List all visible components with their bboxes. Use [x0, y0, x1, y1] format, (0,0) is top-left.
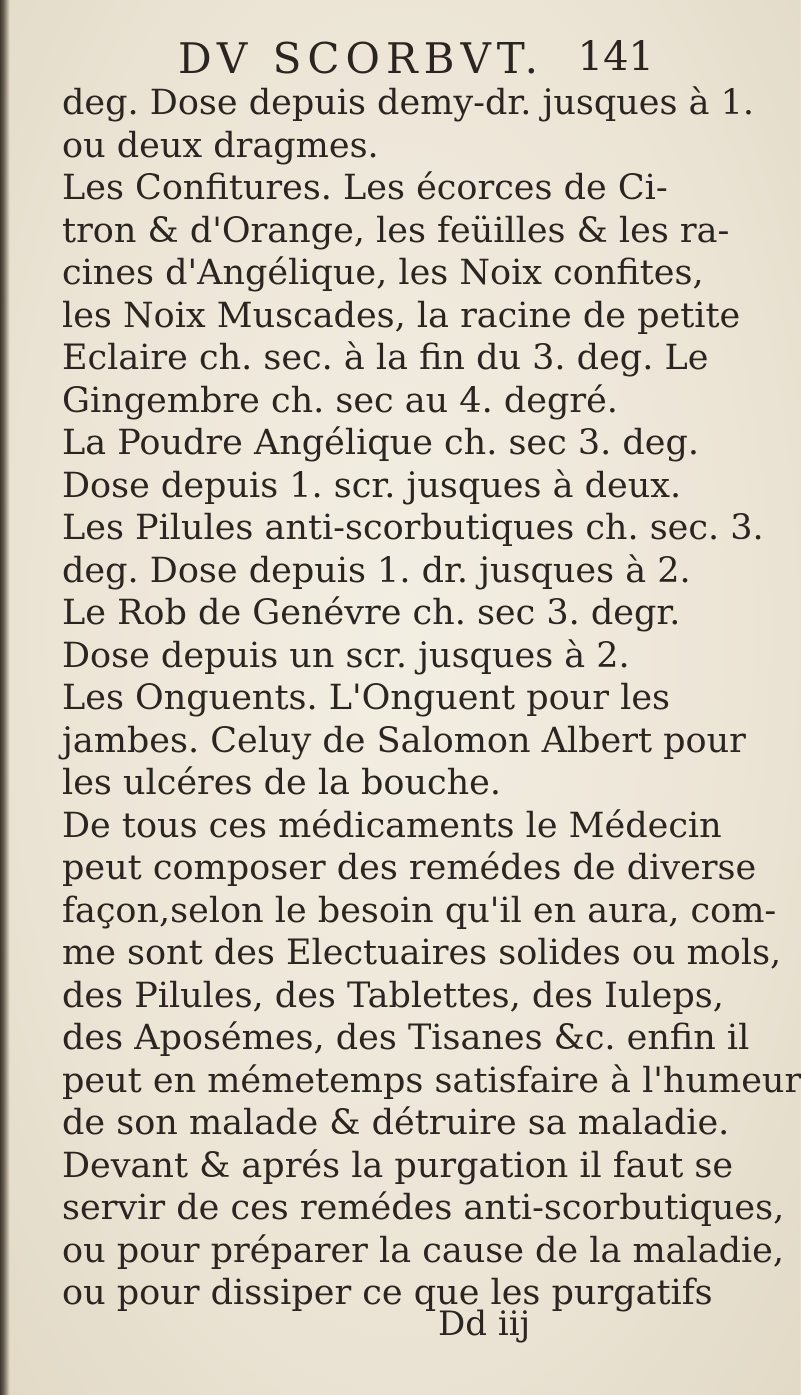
text-line: de son malade & détruire sa maladie.: [62, 1103, 730, 1143]
text-line: deg. Dose depuis 1. dr. jusques à 2.: [62, 550, 691, 591]
text-line: façon,selon le besoin qu'il en aura, com-: [62, 890, 777, 931]
text-line: des Aposémes, des Tisanes &c. enfin il: [62, 1018, 750, 1058]
binding-edge: [0, 0, 10, 1395]
text-line: peut composer des remédes de diverse: [62, 848, 757, 888]
signature-mark: Dd iij: [438, 1304, 531, 1344]
text-line: De tous ces médicaments le Médecin: [62, 805, 722, 846]
text-line: Les Onguents. L'Onguent pour les: [62, 678, 670, 718]
text-line: ou pour dissiper ce que les purgatifs: [62, 1273, 713, 1313]
text-line: cines d'Angélique, les Noix confites,: [62, 253, 704, 293]
running-head: DV SCORBVT.: [178, 34, 544, 83]
text-line: Dose depuis 1. scr. jusques à deux.: [62, 465, 682, 506]
text-line: jambes. Celuy de Salomon Albert pour: [62, 720, 746, 761]
text-line: La Poudre Angélique ch. sec 3. deg.: [62, 423, 700, 463]
text-line: Devant & aprés la purgation il faut se: [62, 1145, 734, 1186]
text-line: servir de ces remédes anti-scorbutiques,: [62, 1188, 785, 1228]
text-line: Eclaire ch. sec. à la fin du 3. deg. Le: [62, 338, 709, 378]
text-line: les Noix Muscades, la racine de petite: [62, 295, 741, 336]
text-line: Le Rob de Genévre ch. sec 3. degr.: [62, 593, 681, 633]
text-line: ou deux dragmes.: [62, 125, 379, 166]
text-line: deg. Dose depuis demy-dr. jusques à 1.: [62, 83, 754, 123]
text-line: Dose depuis un scr. jusques à 2.: [62, 635, 630, 676]
text-line: peut en mémetemps satisfaire à l'humeur: [62, 1060, 801, 1101]
page-header: [0, 30, 800, 85]
text-line: Les Confitures. Les écorces de Ci-: [62, 168, 668, 208]
body-text: [62, 82, 801, 1315]
page-number: 141: [577, 34, 654, 80]
text-line: tron & d'Orange, les feüilles & les ra-: [62, 210, 730, 251]
text-line: ou pour préparer la cause de la maladie,: [62, 1230, 785, 1271]
text-line: me sont des Electuaires solides ou mols,: [62, 933, 782, 973]
text-line: les ulcéres de la bouche.: [62, 763, 502, 803]
text-line: Gingembre ch. sec au 4. degré.: [62, 380, 618, 421]
text-line: Les Pilules anti-scorbutiques ch. sec. 3.: [62, 508, 764, 548]
text-line: des Pilules, des Tablettes, des Iuleps,: [62, 975, 724, 1016]
